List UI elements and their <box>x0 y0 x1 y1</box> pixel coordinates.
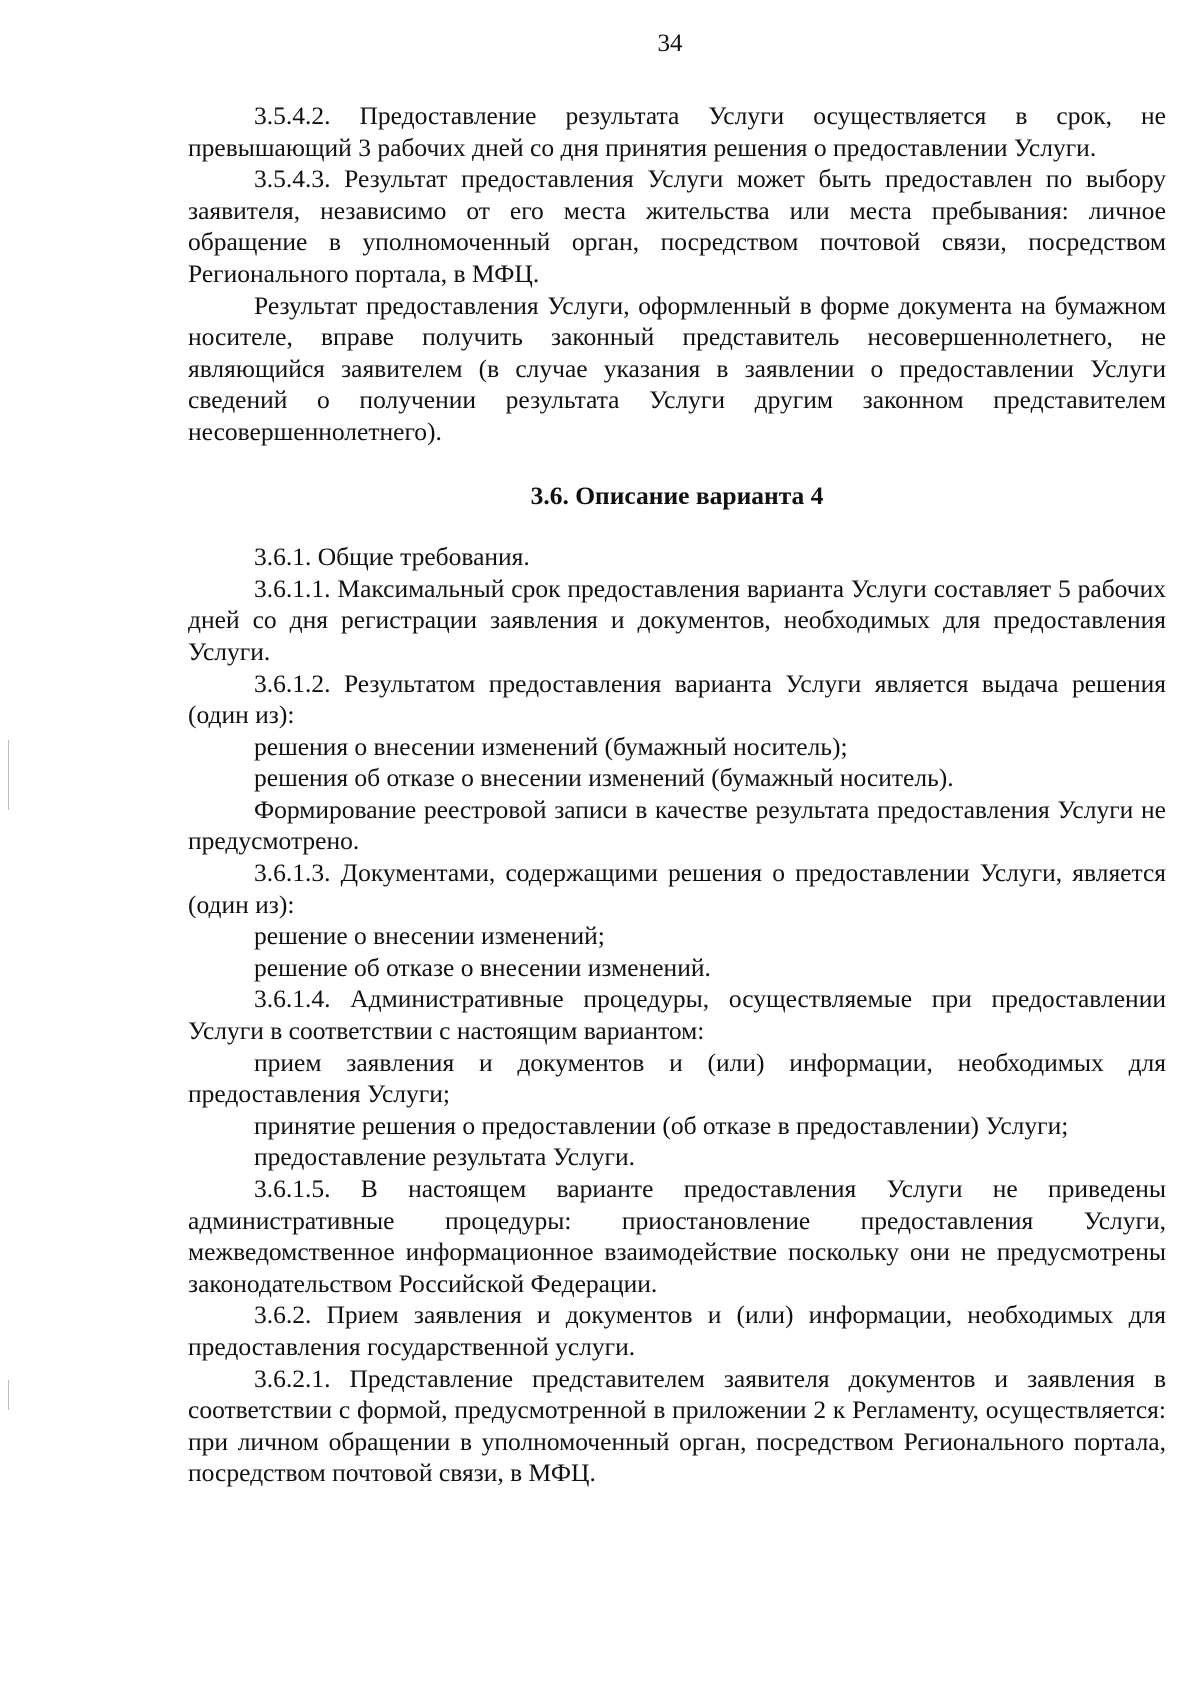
list-item: предоставление результата Услуги. <box>254 1142 636 1172</box>
scan-margin-mark <box>8 1380 9 1410</box>
paragraph: 3.6.1.5. В настоящем варианте предоставления Услуги не приведены административные процедуры: приостановление предоставления Услуги, межведомственное информационное взаимодействие поскольку они не предусмотрены законодательством Российской Федерации. <box>188 1174 1166 1298</box>
list-item: принятие решения о предоставлении (об отказе в предоставлении) Услуги; <box>254 1110 1069 1140</box>
paragraph: 3.5.4.2. Предоставление результата Услуги осуществляется в срок, не превышающий 3 рабочих дней со дня принятия решения о предоставлении Услуги. <box>188 101 1166 162</box>
document-body <box>188 100 1166 1489</box>
list-item: прием заявления и документов и (или) информации, необходимых для предоставления Услуги; <box>188 1047 1166 1109</box>
paragraph: 3.6.2.1. Представление представителем заявителя документов и заявления в соответствии с формой, предусмотренной в приложении 2 к Регламенту, осуществляется: при личном обращении в уполномоченный орган, посредством Регионального портала, посредством почтовой связи, в МФЦ. <box>188 1363 1166 1488</box>
paragraph: 3.6.1.3. Документами, содержащими решения о предоставлении Услуги, является (один из): <box>188 858 1166 919</box>
paragraph: 3.6.1. Общие требования. <box>254 542 530 572</box>
page-number: 34 <box>657 30 683 57</box>
paragraph: 3.6.1.1. Максимальный срок предоставления варианта Услуги составляет 5 рабочих дней со дня регистрации заявления и документов, необходимых для предоставления Услуги. <box>188 573 1166 666</box>
paragraph: 3.6.1.4. Административные процедуры, осуществляемые при предоставлении Услуги в соответствии с настоящим вариантом: <box>188 984 1166 1046</box>
section-heading: 3.6. Описание варианта 4 <box>530 480 824 510</box>
paragraph: 3.6.1.2. Результатом предоставления варианта Услуги является выдача решения (один из): <box>188 668 1166 730</box>
paragraph: Формирование реестровой записи в качестве результата предоставления Услуги не предусмотрено. <box>188 794 1166 856</box>
paragraph: Результат предоставления Услуги, оформленный в форме документа на бумажном носителе, вправе получить законный представитель несовершеннолетнего, не являющийся заявителем (в случае указания в заявлении о предоставлении Услуги сведений о получении результата Услуги другим законном представителем несовершеннолетнего). <box>188 290 1166 446</box>
scan-margin-mark <box>8 740 9 810</box>
list-item: решение о внесении изменений; <box>254 921 605 951</box>
list-item: решения об отказе о внесении изменений (бумажный носитель). <box>254 763 954 793</box>
list-item: решение об отказе о внесении изменений. <box>254 952 711 982</box>
paragraph: 3.6.2. Прием заявления и документов и (или) информации, необходимых для предоставления государственной услуги. <box>188 1300 1166 1361</box>
paragraph: 3.5.4.3. Результат предоставления Услуги может быть предоставлен по выбору заявителя, независимо от его места жительства или места пребывания: личное обращение в уполномоченный орган, посредством почтовой связи, посредством Регионального портала, в МФЦ. <box>188 164 1166 288</box>
list-item: решения о внесении изменений (бумажный носитель); <box>254 731 848 761</box>
